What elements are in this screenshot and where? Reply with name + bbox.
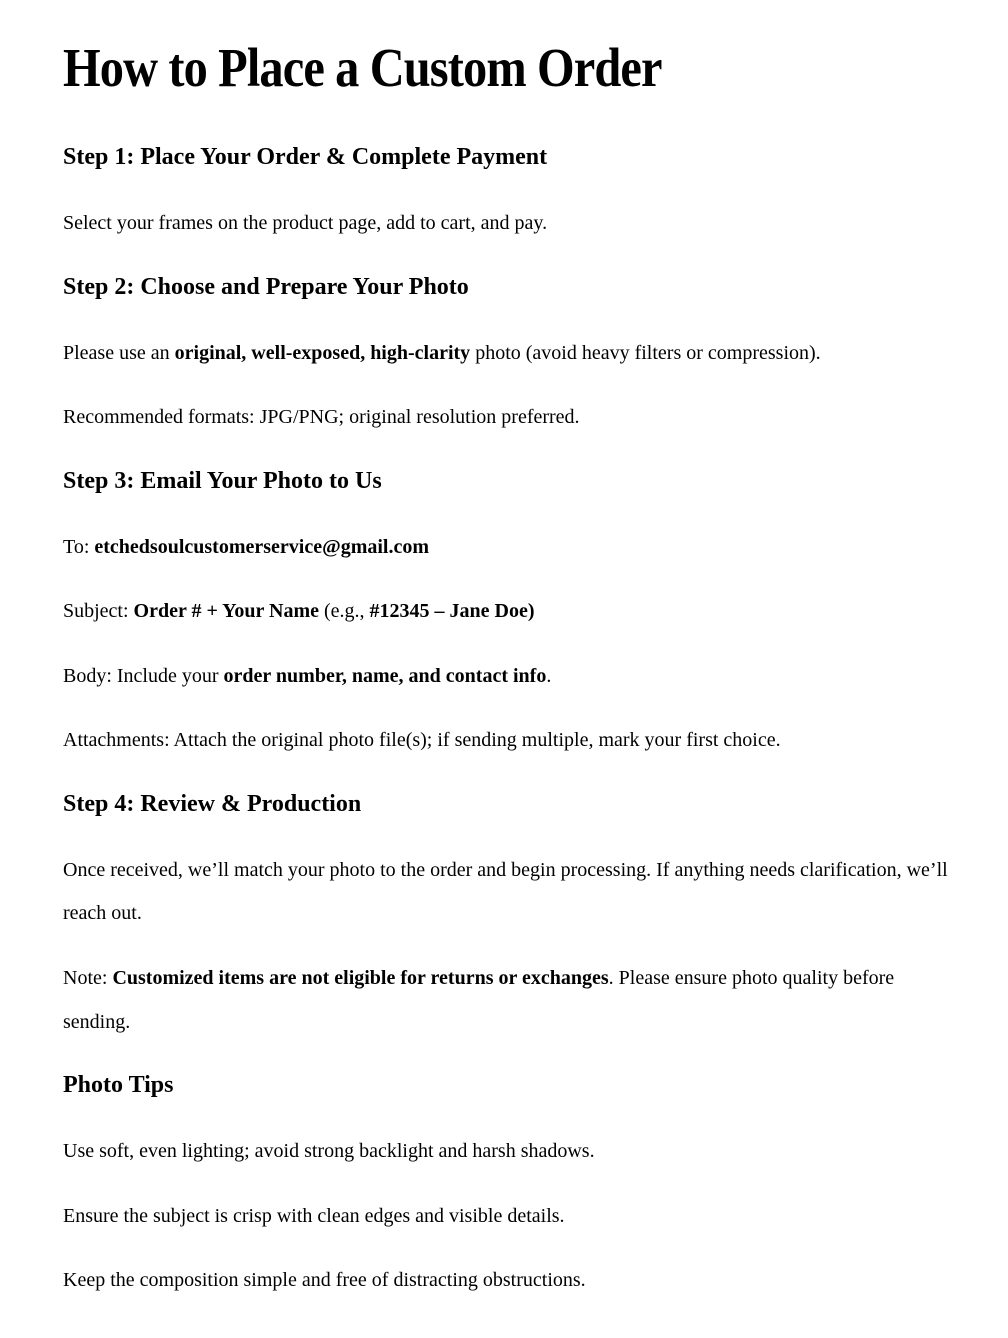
paragraph: Please use an original, well-exposed, high-clarity photo (avoid heavy filters or compression). — [63, 341, 821, 364]
page-title: How to Place a Custom Order — [63, 37, 662, 98]
paragraph: Select your frames on the product page, add to cart, and pay. — [63, 212, 548, 235]
section-step-4 — [63, 790, 963, 1044]
paragraph: Ensure the subject is crisp with clean edges and visible details. — [63, 1204, 565, 1227]
section-heading-photo-tips: Photo Tips — [63, 1072, 174, 1099]
section-heading-step-4: Step 4: Review & Production — [63, 790, 362, 817]
section-photo-tips — [63, 1071, 963, 1303]
section-heading-step-3: Step 3: Email Your Photo to Us — [63, 467, 382, 494]
paragraph: Keep the composition simple and free of distracting obstructions. — [63, 1269, 586, 1292]
section-heading-step-1: Step 1: Place Your Order & Complete Payment — [63, 144, 548, 171]
paragraph: Use soft, even lighting; avoid strong backlight and harsh shadows. — [63, 1139, 595, 1162]
section-heading-step-2: Step 2: Choose and Prepare Your Photo — [63, 273, 469, 300]
paragraph-email-to: To: etchedsoulcustomerservice@gmail.com — [63, 535, 430, 558]
paragraph: Recommended formats: JPG/PNG; original resolution preferred. — [63, 406, 580, 429]
paragraph-note: Note: Customized items are not eligible for returns or exchanges. Please ensure photo quality before sending. — [63, 966, 895, 1033]
paragraph: Once received, we’ll match your photo to the order and begin processing. If anything needs clarification, we’ll reach out. — [63, 858, 948, 925]
section-step-2 — [63, 273, 963, 440]
section-step-1 — [63, 143, 963, 245]
paragraph-email-body: Body: Include your order number, name, and contact info. — [63, 664, 552, 687]
paragraph-email-subject: Subject: Order # + Your Name (e.g., #12345 – Jane Doe) — [63, 600, 535, 623]
section-step-3 — [63, 467, 963, 763]
paragraph-email-attachments: Attachments: Attach the original photo file(s); if sending multiple, mark your first choice. — [63, 729, 781, 752]
